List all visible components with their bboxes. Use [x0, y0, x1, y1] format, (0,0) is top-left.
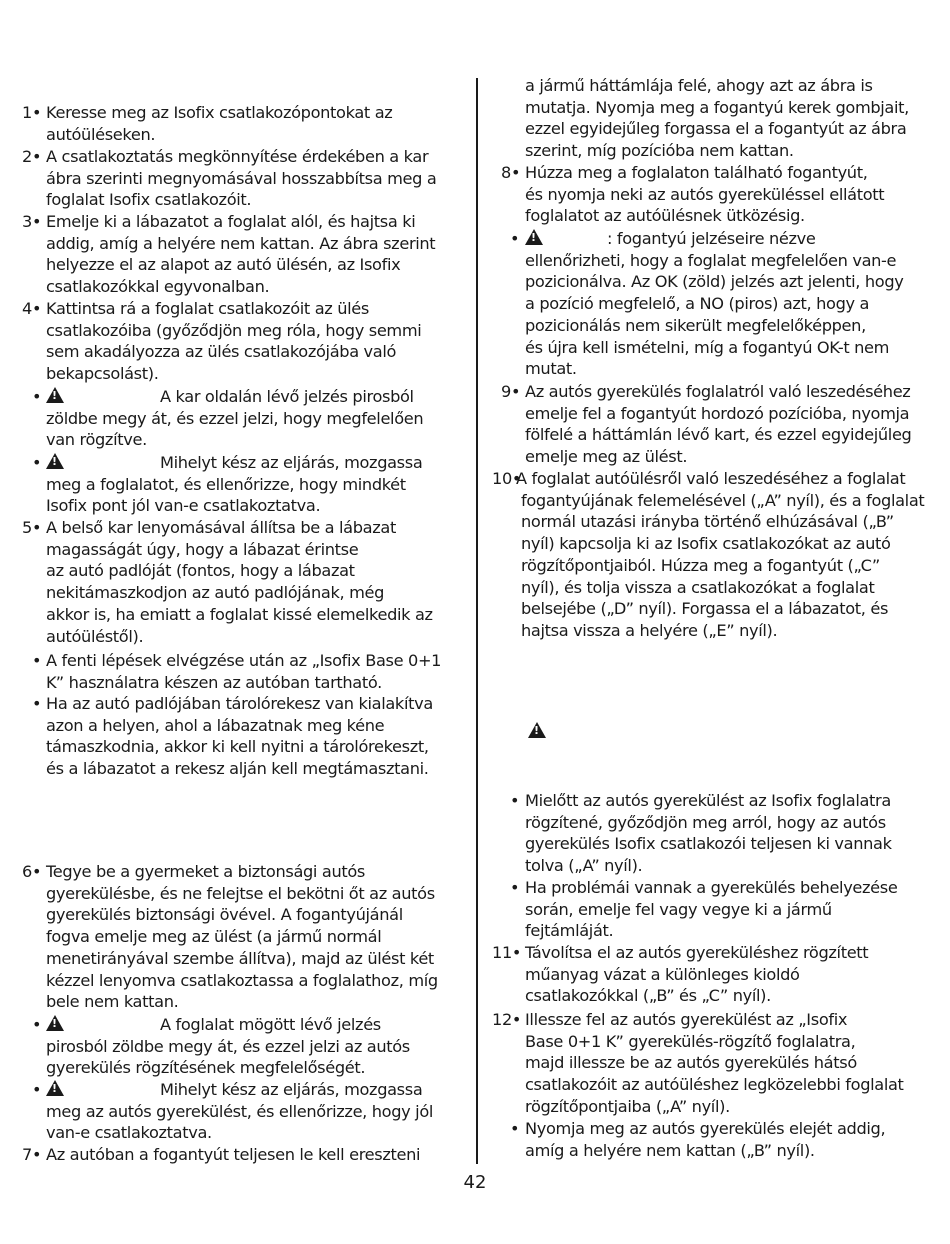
warning-bullet [32, 1079, 433, 1144]
step-number: 5• [22, 518, 42, 537]
text-line: Emelje ki a lábazatot a foglalat alól, és hajtsa ki [46, 212, 416, 231]
text-line: Nyomja meg az autós gyerekülés elejét addig, [525, 1119, 886, 1138]
text-line: nyíl), és tolja vissza a csatlakozókat a foglalat [521, 577, 875, 597]
text-line: fogva emelje meg az ülést (a jármű normál [46, 927, 382, 947]
text-line: ellenőrizheti, hogy a foglalat megfelelően van-e [525, 250, 897, 270]
step-1 [22, 102, 392, 145]
text-line: Base 0+1 K” gyerekülés-rögzítő foglalatra, [525, 1031, 856, 1051]
text-line: mutat. [525, 359, 577, 379]
bullet: • [510, 878, 520, 897]
text-line: A kar oldalán lévő jelzés pirosból [160, 387, 414, 406]
step-2 [22, 146, 436, 211]
step-number: 2• [22, 147, 42, 166]
bullet: • [32, 387, 42, 406]
step-number: 12• [492, 1010, 522, 1029]
text-line: sem akadályozza az ülés csatlakozójába való [46, 342, 397, 362]
text-line: támaszkodnia, akkor ki kell nyitni a tárolórekeszt, [46, 737, 429, 757]
text-line: Az autós gyerekülés foglalatról való leszedéséhez [525, 382, 911, 401]
step-number: 9• [501, 382, 521, 401]
text-line: menetirányával szembe állítva), majd az ülést két [46, 948, 434, 968]
text-line: Távolítsa el az autós gyereküléshez rögzített [525, 943, 869, 962]
text-line: Isofix pont jól van-e csatlakoztatva. [46, 496, 321, 516]
text-line: szerint, míg pozícióba nem kattan. [525, 141, 794, 161]
step-8 [501, 162, 884, 227]
bullet-item [32, 650, 441, 693]
warning-icon [46, 387, 64, 403]
text-line: foglalatot az autóülésnek ütközésig. [525, 206, 805, 226]
text-line: mutatja. Nyomja meg a fogantyú kerek gombjait, [525, 97, 909, 117]
text-line: csatlakozóit az autóüléshez legközelebbi foglalat [525, 1075, 904, 1095]
text-line: Mielőtt az autós gyerekülést az Isofix foglalatra [525, 791, 891, 810]
text-line: rögzítőpontjaiba („A” nyíl). [525, 1096, 730, 1116]
text-line: gyerekülés Isofix csatlakozói teljesen ki vannak [525, 834, 892, 854]
warning-icon [528, 722, 546, 738]
text-line: bekapcsolást). [46, 364, 159, 384]
text-line: pozicionálás nem sikerült megfelelőképpen, [525, 315, 866, 335]
text-line: fejtámláját. [525, 921, 614, 941]
text-line: akkor is, ha emiatt a foglalat kissé elemelkedik az [46, 604, 433, 624]
text-line: nekitámaszkodjon az autó padlójának, még [46, 583, 385, 603]
warning-icon [525, 229, 543, 245]
text-line: Illessze fel az autós gyerekülést az „Isofix [525, 1010, 848, 1029]
text-line: meg a foglalatot, és ellenőrizze, hogy mindkét [46, 474, 406, 494]
bullet: • [32, 694, 42, 713]
text-line: autóüléseken. [46, 124, 156, 144]
bullet: • [32, 1080, 42, 1099]
text-line: Mihelyt kész az eljárás, mozgassa [160, 453, 423, 472]
text-line: Tegye be a gyermeket a biztonsági autós [46, 862, 365, 881]
text-line: gyerekülésbe, és ne felejtse el bekötni őt az autós [46, 883, 435, 903]
text-line: van rögzítve. [46, 430, 147, 450]
text-line: nyíl) kapcsolja ki az Isofix csatlakozókat az autó [521, 534, 891, 554]
text-line: és újra kell ismételni, míg a fogantyú OK-t nem [525, 337, 890, 357]
text-line: csatlakozókkal („B” és „C” nyíl). [525, 986, 771, 1006]
step-12 [492, 1009, 904, 1118]
text-line: és a lábazatot a rekesz alján kell megtámasztani. [46, 759, 429, 779]
text-line: során, emelje fel vagy vegye ki a jármű [525, 899, 832, 919]
text-line: Húzza meg a foglalaton található fogantyút, [525, 163, 868, 182]
step-9 [501, 381, 911, 468]
text-line: rögzítené, győződjön meg arról, hogy az autós [525, 812, 886, 832]
text-line: a jármű háttámlája felé, ahogy azt az ábra is [525, 76, 873, 95]
step-number: 6• [22, 862, 42, 881]
bullet-item [510, 790, 892, 877]
text-line: fölfelé a háttámlán lévő kart, és ezzel egyidejűleg [525, 425, 912, 445]
step-5 [22, 517, 433, 647]
text-line: van-e csatlakoztatva. [46, 1123, 212, 1143]
text-line: Az autóban a fogantyút teljesen le kell ereszteni [46, 1145, 421, 1164]
step-number: 8• [501, 163, 521, 182]
text-line: csatlakozóiba (győződjön meg róla, hogy semmi [46, 320, 422, 340]
text-line: azon a helyen, ahol a lábazatnak meg kéne [46, 715, 385, 735]
column-divider [476, 78, 478, 1164]
text-line: bele nem kattan. [46, 992, 179, 1012]
text-line: amíg a helyére nem kattan („B” nyíl). [525, 1140, 815, 1160]
step-number: 1• [22, 103, 42, 122]
text-line: kézzel lenyomva csatlakoztassa a foglalathoz, míg [46, 970, 438, 990]
step-7 [22, 1144, 420, 1166]
text-line: belsejébe („D” nyíl). Forgassa el a lábazatot, és [521, 599, 889, 619]
step-10 [492, 468, 924, 642]
text-line: csatlakozókkal egyvonalban. [46, 277, 270, 297]
text-line: Kattintsa rá a foglalat csatlakozóit az ülés [46, 299, 369, 318]
text-line: ábra szerinti megnyomásával hosszabbítsa meg a [46, 168, 437, 188]
step-number: 4• [22, 299, 42, 318]
text-line: helyezze el az alapot az autó ülésén, az Isofix [46, 255, 401, 275]
text-line: normál utazási irányba történő elhúzásával („B” [521, 512, 894, 532]
warning-bullet [32, 1014, 410, 1079]
text-line: Ha az autó padlójában tárolórekesz van kialakítva [46, 694, 433, 713]
text-line: pirosból zöldbe megy át, és ezzel jelzi az autós [46, 1036, 410, 1056]
text-line: gyerekülés rögzítésének megfelelőségét. [46, 1058, 366, 1078]
text-line: Keresse meg az Isofix csatlakozópontokat az [46, 103, 393, 122]
text-line: pozicionálva. Az OK (zöld) jelzés azt jelenti, hogy [525, 272, 904, 292]
step-6 [22, 861, 438, 1013]
text-line: műanyag vázat a különleges kioldó [525, 964, 800, 984]
warning-bullet [510, 228, 903, 380]
warning-bullet [32, 452, 422, 517]
text-line: hajtsa vissza a helyére („E” nyíl). [521, 620, 778, 640]
bullet: • [32, 651, 42, 670]
bullet: • [32, 453, 42, 472]
text-line: addig, amíg a helyére nem kattan. Az ábra szerint [46, 233, 436, 253]
step-4 [22, 298, 421, 385]
text-line: tolva („A” nyíl). [525, 856, 643, 876]
text-line: meg az autós gyerekülést, és ellenőrizze, hogy jól [46, 1101, 434, 1121]
text-line: Ha problémái vannak a gyerekülés behelyezése [525, 878, 898, 897]
text-line: A belső kar lenyomásával állítsa be a lábazat [46, 518, 396, 537]
step-7-continued [525, 75, 909, 162]
text-line: és nyomja neki az autós gyereküléssel ellátott [525, 184, 885, 204]
text-line: majd illessze be az autós gyerekülés hátsó [525, 1053, 857, 1073]
text-line: az autó padlóját (fontos, hogy a lábazat [46, 561, 355, 581]
bullet-item [510, 877, 897, 942]
text-line: emelje fel a fogantyút hordozó pozícióba, nyomja [525, 403, 910, 423]
step-11 [492, 942, 868, 1007]
warning-icon [46, 453, 64, 469]
text-line: : fogantyú jelzéseire nézve [607, 229, 816, 248]
text-line: K” használatra készen az autóban tartható. [46, 672, 382, 692]
text-line: A csatlakoztatás megkönnyítése érdekében a kar [46, 147, 429, 166]
text-line: A foglalat mögött lévő jelzés [160, 1015, 381, 1034]
text-line: emelje meg az ülést. [525, 447, 688, 467]
bullet: • [510, 229, 520, 248]
text-line: a pozíció megfelelő, a NO (piros) azt, hogy a [525, 294, 870, 314]
text-line: fogantyújának felemelésével („A” nyíl), és a foglalat [521, 490, 925, 510]
step-3 [22, 211, 435, 298]
text-line: ezzel egyidejűleg forgassa el a fogantyút az ábra [525, 119, 907, 139]
text-line: A fenti lépések elvégzése után az „Isofix Base 0+1 [46, 651, 442, 670]
text-line: zöldbe megy át, és ezzel jelzi, hogy megfelelően [46, 408, 424, 428]
text-line: Mihelyt kész az eljárás, mozgassa [160, 1080, 423, 1099]
step-number: 11• [492, 943, 522, 962]
text-line: magasságát úgy, hogy a lábazat érintse [46, 539, 359, 559]
bullet: • [32, 1015, 42, 1034]
bullet-item [32, 693, 433, 780]
bullet: • [510, 791, 520, 810]
warning-icon [46, 1015, 64, 1031]
text-line: foglalat Isofix csatlakozóit. [46, 190, 252, 210]
step-number: 3• [22, 212, 42, 231]
bullet: • [510, 1119, 520, 1138]
text-line: gyerekülés biztonsági övével. A fogantyújánál [46, 905, 403, 925]
text-line: autóüléstől). [46, 626, 144, 646]
page-number: 42 [463, 1172, 487, 1193]
step-number: 10• [492, 469, 522, 488]
warning-bullet [32, 386, 423, 451]
text-line: A foglalat autóülésről való leszedéséhez a foglalat [516, 469, 906, 488]
bullet-item [510, 1118, 885, 1161]
text-line: rögzítőpontjaiból. Húzza meg a fogantyút („C” [521, 555, 880, 575]
step-number: 7• [22, 1145, 42, 1164]
warning-icon [46, 1080, 64, 1096]
